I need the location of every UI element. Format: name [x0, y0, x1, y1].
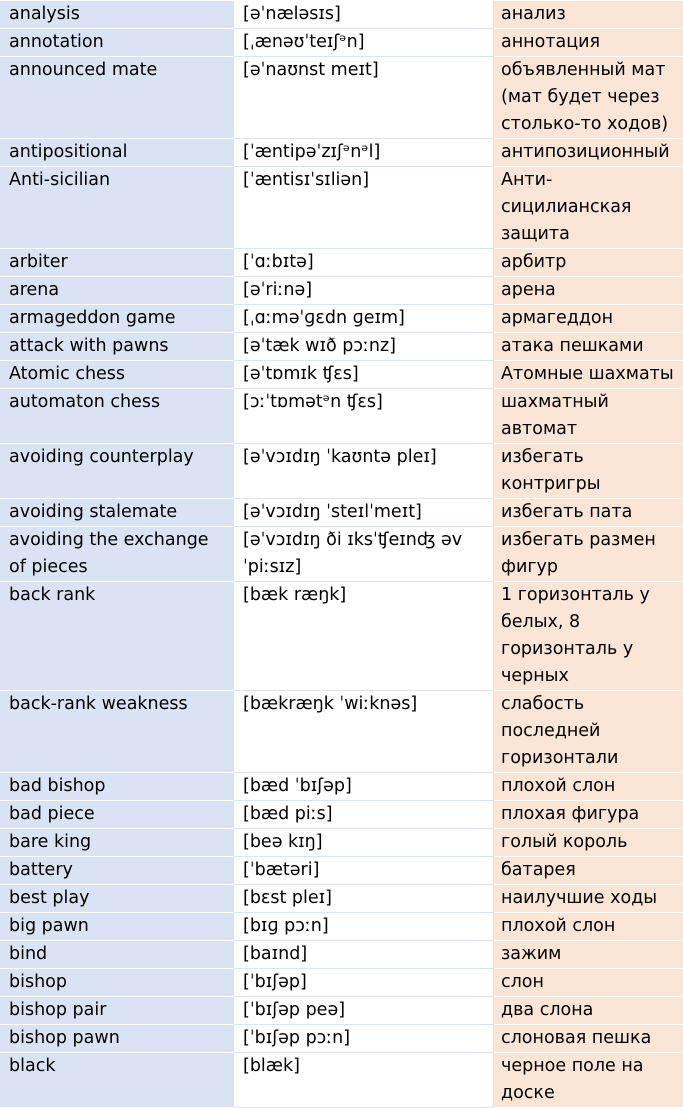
term-cell: Anti-sicilian — [0, 167, 234, 249]
term-cell: automaton chess — [0, 389, 234, 444]
table-row — [0, 969, 683, 997]
term-cell: bad bishop — [0, 773, 234, 801]
transcription-cell: [ˈæntipəˈzɪʃᵊnᵊl] — [234, 139, 494, 167]
translation-cell: избегать размен фигур — [494, 527, 683, 582]
transcription-cell: [bæk ræŋk] — [234, 582, 494, 691]
table-row — [0, 305, 683, 333]
transcription-cell: [əˈnaʊnst meɪt] — [234, 57, 494, 139]
term-cell: Atomic chess — [0, 361, 234, 389]
translation-cell: аннотация — [494, 29, 683, 57]
transcription-cell: [ˈbɪʃəp peə] — [234, 997, 494, 1025]
translation-cell: атака пешками — [494, 333, 683, 361]
table-row — [0, 1053, 683, 1108]
transcription-cell: [əˈtæk wɪð pɔːnz] — [234, 333, 494, 361]
term-cell: bad piece — [0, 801, 234, 829]
term-cell: avoiding stalemate — [0, 499, 234, 527]
table-row — [0, 801, 683, 829]
transcription-cell: [əˈriːnə] — [234, 277, 494, 305]
term-cell: bishop pair — [0, 997, 234, 1025]
translation-cell: два слона — [494, 997, 683, 1025]
table-row — [0, 913, 683, 941]
transcription-cell: [ˈæntisɪˈsɪliən] — [234, 167, 494, 249]
table-row — [0, 1025, 683, 1053]
transcription-cell: [əˈvɔɪdɪŋ ˈkaʊntə pleɪ] — [234, 444, 494, 499]
transcription-cell: [əˈnæləsɪs] — [234, 1, 494, 29]
table-row — [0, 499, 683, 527]
transcription-cell: [ˌɑːməˈɡɛdn ɡeɪm] — [234, 305, 494, 333]
transcription-cell: [ɔːˈtɒmətᵊn ʧɛs] — [234, 389, 494, 444]
table-row — [0, 361, 683, 389]
term-cell: best play — [0, 885, 234, 913]
transcription-cell: [ˈbɪʃəp] — [234, 969, 494, 997]
table-row — [0, 857, 683, 885]
translation-cell: шахматный автомат — [494, 389, 683, 444]
translation-cell: армагеддон — [494, 305, 683, 333]
transcription-cell: [baɪnd] — [234, 941, 494, 969]
term-cell: arena — [0, 277, 234, 305]
glossary-body — [0, 1, 683, 1108]
table-row — [0, 277, 683, 305]
term-cell: back-rank weakness — [0, 691, 234, 773]
table-row — [0, 333, 683, 361]
translation-cell: избегать пата — [494, 499, 683, 527]
transcription-cell: [bæd piːs] — [234, 801, 494, 829]
term-cell: bind — [0, 941, 234, 969]
term-cell: avoiding counterplay — [0, 444, 234, 499]
term-cell: black — [0, 1053, 234, 1108]
translation-cell: батарея — [494, 857, 683, 885]
table-row — [0, 773, 683, 801]
table-row — [0, 1, 683, 29]
translation-cell: наилучшие ходы — [494, 885, 683, 913]
table-row — [0, 29, 683, 57]
table-row — [0, 167, 683, 249]
translation-cell: плохой слон — [494, 913, 683, 941]
transcription-cell: [bæd ˈbɪʃəp] — [234, 773, 494, 801]
transcription-cell: [əˈvɔɪdɪŋ ði ɪksˈʧeɪnʤ əv ˈpiːsɪz] — [234, 527, 494, 582]
table-row — [0, 389, 683, 444]
transcription-cell: [bɪɡ pɔːn] — [234, 913, 494, 941]
transcription-cell: [blæk] — [234, 1053, 494, 1108]
transcription-cell: [əˈvɔɪdɪŋ ˈsteɪlˈmeɪt] — [234, 499, 494, 527]
translation-cell: слабость последней горизонтали — [494, 691, 683, 773]
transcription-cell: [ˈbɪʃəp pɔːn] — [234, 1025, 494, 1053]
term-cell: analysis — [0, 1, 234, 29]
table-row — [0, 885, 683, 913]
translation-cell: 1 горизонталь у белых, 8 горизонталь у черных — [494, 582, 683, 691]
term-cell: back rank — [0, 582, 234, 691]
translation-cell: арена — [494, 277, 683, 305]
translation-cell: зажим — [494, 941, 683, 969]
translation-cell: избегать контригры — [494, 444, 683, 499]
term-cell: battery — [0, 857, 234, 885]
term-cell: annotation — [0, 29, 234, 57]
translation-cell: черное поле на доске — [494, 1053, 683, 1108]
term-cell: announced mate — [0, 57, 234, 139]
term-cell: arbiter — [0, 249, 234, 277]
translation-cell: анализ — [494, 1, 683, 29]
table-row — [0, 582, 683, 691]
translation-cell: Атомные шахматы — [494, 361, 683, 389]
term-cell: antipositional — [0, 139, 234, 167]
table-row — [0, 527, 683, 582]
transcription-cell: [beə kɪŋ] — [234, 829, 494, 857]
term-cell: bishop pawn — [0, 1025, 234, 1053]
translation-cell: слоновая пешка — [494, 1025, 683, 1053]
table-row — [0, 139, 683, 167]
term-cell: armageddon game — [0, 305, 234, 333]
term-cell: bare king — [0, 829, 234, 857]
transcription-cell: [bækræŋk ˈwiːknəs] — [234, 691, 494, 773]
transcription-cell: [bɛst pleɪ] — [234, 885, 494, 913]
table-row — [0, 444, 683, 499]
translation-cell: Анти-сицилианская защита — [494, 167, 683, 249]
translation-cell: плохая фигура — [494, 801, 683, 829]
term-cell: avoiding the exchange of pieces — [0, 527, 234, 582]
table-row — [0, 57, 683, 139]
table-row — [0, 941, 683, 969]
term-cell: bishop — [0, 969, 234, 997]
translation-cell: слон — [494, 969, 683, 997]
table-row — [0, 249, 683, 277]
transcription-cell: [ˈɑːbɪtə] — [234, 249, 494, 277]
transcription-cell: [əˈtɒmɪk ʧɛs] — [234, 361, 494, 389]
translation-cell: антипозиционный — [494, 139, 683, 167]
translation-cell: голый король — [494, 829, 683, 857]
transcription-cell: [ˌænəʊˈteɪʃᵊn] — [234, 29, 494, 57]
term-cell: attack with pawns — [0, 333, 234, 361]
transcription-cell: [ˈbætəri] — [234, 857, 494, 885]
term-cell: big pawn — [0, 913, 234, 941]
table-row — [0, 829, 683, 857]
translation-cell: арбитр — [494, 249, 683, 277]
table-row — [0, 997, 683, 1025]
translation-cell: объявленный мат (мат будет через столько-то ходов) — [494, 57, 683, 139]
table-row — [0, 691, 683, 773]
translation-cell: плохой слон — [494, 773, 683, 801]
